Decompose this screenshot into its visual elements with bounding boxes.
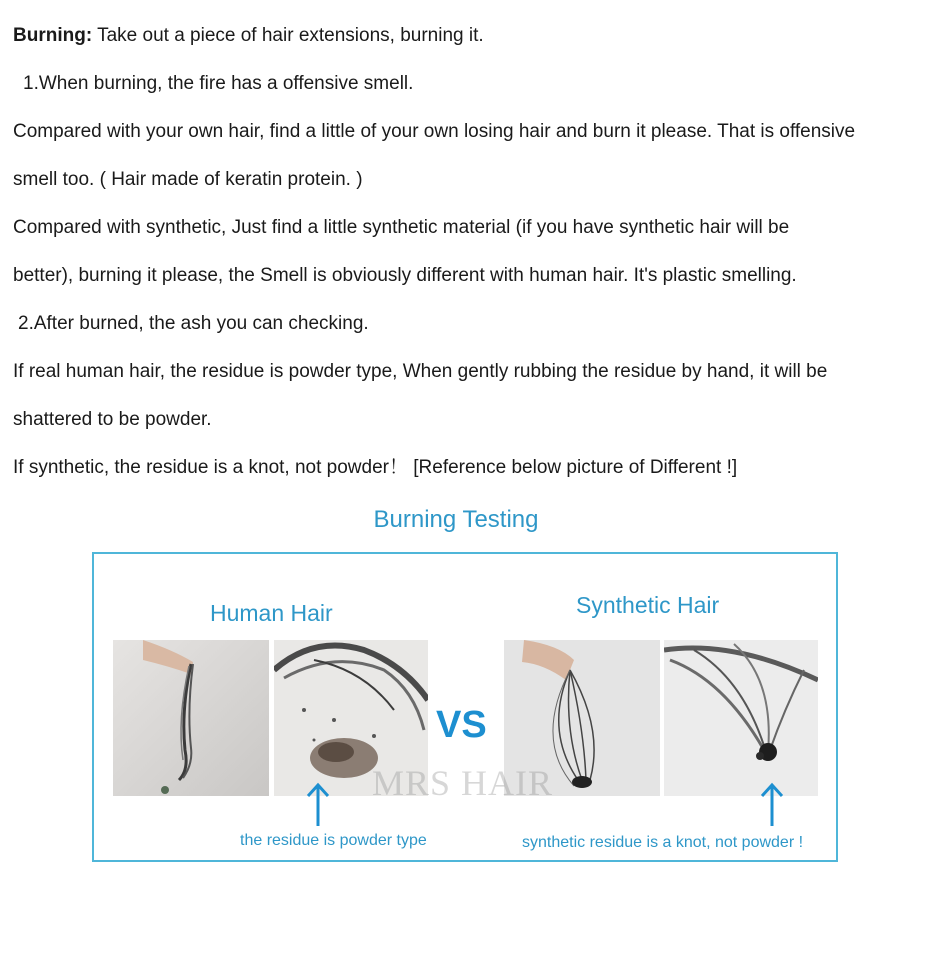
paragraph-line: shattered to be powder. <box>13 409 212 430</box>
human-hair-photo-strand <box>113 640 269 796</box>
paragraph-line: If real human hair, the residue is powder type, When gently rubbing the residue by hand, it will be <box>13 361 828 382</box>
vs-label: VS <box>436 704 487 746</box>
figure-title: Burning Testing <box>373 506 539 533</box>
human-hair-label: Human Hair <box>210 600 333 626</box>
burning-test-figure <box>92 552 838 862</box>
paragraph-line: 1.When burning, the fire has a offensive smell. <box>23 73 414 94</box>
instructions-text <box>13 12 943 492</box>
synthetic-hair-label: Synthetic Hair <box>576 592 720 618</box>
synthetic-hair-photo-residue <box>664 640 818 796</box>
human-hair-strand-image <box>113 640 269 796</box>
paragraph-line: Compared with your own hair, find a little of your own losing hair and burn it please. That is offensive <box>13 121 856 142</box>
knot-residue-caption: synthetic residue is a knot, not powder ! <box>522 834 804 851</box>
paragraph-line: If synthetic, the residue is a knot, not powder！ [Reference below picture of Different !] <box>13 457 738 478</box>
watermark: MRS HAIR <box>372 763 554 803</box>
powder-residue-caption: the residue is powder type <box>240 832 427 849</box>
burning-heading: Burning: <box>13 25 93 46</box>
paragraph-line: 2.After burned, the ash you can checking. <box>18 313 369 334</box>
paragraph-line: smell too. ( Hair made of keratin protein. ) <box>13 169 363 190</box>
paragraph-line: better), burning it please, the Smell is obviously different with human hair. It's plastic smelling. <box>13 265 797 286</box>
up-arrow-icon <box>306 782 330 826</box>
paragraph-line: Burning: Take out a piece of hair extensions, burning it. <box>13 25 484 46</box>
up-arrow-icon <box>760 782 784 826</box>
synthetic-hair-knot-image <box>664 640 818 796</box>
paragraph-line: Compared with synthetic, Just find a little synthetic material (if you have synthetic hair will be <box>13 217 790 238</box>
